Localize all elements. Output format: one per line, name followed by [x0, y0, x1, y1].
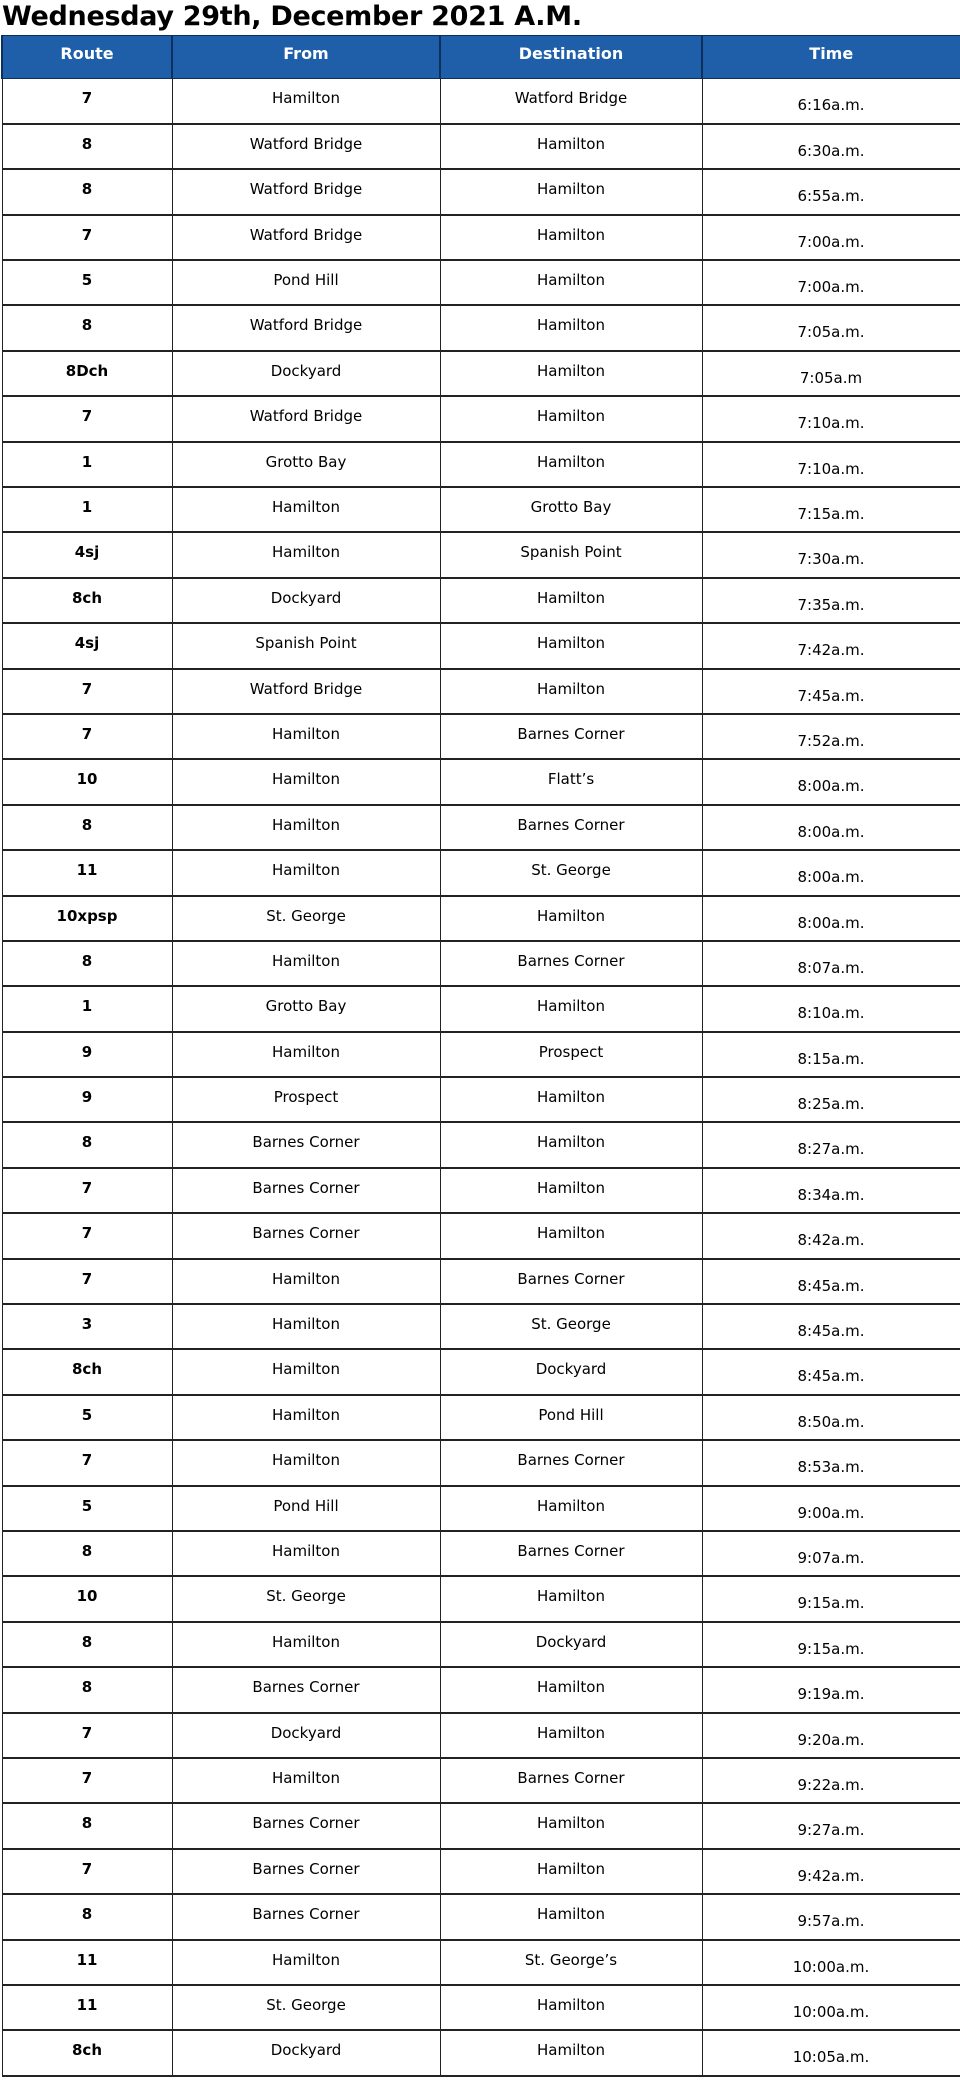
cell-from: Watford Bridge — [172, 669, 440, 714]
cell-destination: Hamilton — [440, 1849, 702, 1894]
cell-route: 8ch — [2, 2030, 172, 2075]
table-row — [2, 1349, 960, 1394]
cell-from: Hamilton — [172, 850, 440, 895]
cell-route: 8 — [2, 1122, 172, 1167]
cell-time: 8:00a.m. — [702, 850, 960, 895]
table-row — [2, 941, 960, 986]
cell-time: 9:42a.m. — [702, 1849, 960, 1894]
cell-route: 10 — [2, 759, 172, 804]
cell-route: 8Dch — [2, 351, 172, 396]
cell-destination: Hamilton — [440, 396, 702, 441]
table-row — [2, 986, 960, 1031]
cell-route: 7 — [2, 1849, 172, 1894]
cell-destination: Barnes Corner — [440, 805, 702, 850]
table-row — [2, 623, 960, 668]
cell-time: 7:10a.m. — [702, 396, 960, 441]
cell-from: Pond Hill — [172, 260, 440, 305]
cell-time: 9:20a.m. — [702, 1713, 960, 1758]
cell-time: 9:57a.m. — [702, 1894, 960, 1939]
cell-destination: Hamilton — [440, 1486, 702, 1531]
cell-route: 8 — [2, 169, 172, 214]
cell-destination: Hamilton — [440, 1077, 702, 1122]
cell-destination: Grotto Bay — [440, 487, 702, 532]
cell-route: 8 — [2, 124, 172, 169]
table-row — [2, 396, 960, 441]
cell-route: 8ch — [2, 578, 172, 623]
table-row — [2, 1940, 960, 1985]
table-row — [2, 1667, 960, 1712]
cell-time: 7:15a.m. — [702, 487, 960, 532]
cell-time: 7:00a.m. — [702, 260, 960, 305]
cell-destination: Hamilton — [440, 1576, 702, 1621]
cell-from: Hamilton — [172, 759, 440, 804]
cell-route: 10xpsp — [2, 896, 172, 941]
cell-from: Barnes Corner — [172, 1667, 440, 1712]
table-row — [2, 1531, 960, 1576]
table-row — [2, 1849, 960, 1894]
cell-destination: Watford Bridge — [440, 79, 702, 124]
table-row — [2, 442, 960, 487]
cell-time: 7:42a.m. — [702, 623, 960, 668]
table-row — [2, 669, 960, 714]
cell-time: 7:30a.m. — [702, 532, 960, 577]
cell-route: 10 — [2, 1576, 172, 1621]
bus-schedule-table — [1, 35, 960, 2077]
table-row — [2, 1758, 960, 1803]
cell-time: 7:05a.m. — [702, 305, 960, 350]
cell-time: 10:00a.m. — [702, 1940, 960, 1985]
cell-from: Hamilton — [172, 1395, 440, 1440]
cell-from: Hamilton — [172, 1440, 440, 1485]
cell-destination: Hamilton — [440, 1122, 702, 1167]
cell-destination: Hamilton — [440, 896, 702, 941]
cell-from: Barnes Corner — [172, 1213, 440, 1258]
cell-time: 9:22a.m. — [702, 1758, 960, 1803]
cell-time: 7:10a.m. — [702, 442, 960, 487]
cell-from: St. George — [172, 896, 440, 941]
cell-destination: Hamilton — [440, 669, 702, 714]
table-row — [2, 578, 960, 623]
table-row — [2, 1622, 960, 1667]
column-header-destination: Destination — [440, 36, 702, 79]
table-row — [2, 1894, 960, 1939]
cell-destination: Hamilton — [440, 578, 702, 623]
cell-destination: Hamilton — [440, 351, 702, 396]
table-row — [2, 487, 960, 532]
cell-destination: Hamilton — [440, 1894, 702, 1939]
cell-from: Hamilton — [172, 714, 440, 759]
table-row — [2, 1440, 960, 1485]
cell-time: 7:45a.m. — [702, 669, 960, 714]
cell-route: 8 — [2, 805, 172, 850]
column-header-route: Route — [2, 36, 172, 79]
cell-time: 9:19a.m. — [702, 1667, 960, 1712]
table-row — [2, 2030, 960, 2075]
cell-time: 8:27a.m. — [702, 1122, 960, 1167]
cell-from: Hamilton — [172, 487, 440, 532]
table-row — [2, 850, 960, 895]
cell-time: 8:45a.m. — [702, 1259, 960, 1304]
cell-destination: Barnes Corner — [440, 1758, 702, 1803]
cell-from: Hamilton — [172, 1758, 440, 1803]
cell-from: Barnes Corner — [172, 1122, 440, 1167]
cell-time: 8:15a.m. — [702, 1032, 960, 1077]
cell-route: 7 — [2, 1713, 172, 1758]
cell-route: 7 — [2, 215, 172, 260]
cell-route: 11 — [2, 850, 172, 895]
table-row — [2, 1304, 960, 1349]
cell-from: Hamilton — [172, 1304, 440, 1349]
cell-destination: Hamilton — [440, 305, 702, 350]
cell-from: Watford Bridge — [172, 215, 440, 260]
cell-destination: St. George — [440, 850, 702, 895]
cell-time: 9:07a.m. — [702, 1531, 960, 1576]
cell-destination: St. George — [440, 1304, 702, 1349]
cell-route: 1 — [2, 487, 172, 532]
cell-from: Hamilton — [172, 805, 440, 850]
cell-from: Spanish Point — [172, 623, 440, 668]
cell-from: Watford Bridge — [172, 305, 440, 350]
cell-time: 9:27a.m. — [702, 1803, 960, 1848]
cell-time: 8:53a.m. — [702, 1440, 960, 1485]
cell-from: Hamilton — [172, 1622, 440, 1667]
table-row — [2, 759, 960, 804]
cell-time: 10:05a.m. — [702, 2030, 960, 2075]
cell-time: 10:00a.m. — [702, 1985, 960, 2030]
cell-from: Dockyard — [172, 351, 440, 396]
cell-route: 11 — [2, 1985, 172, 2030]
table-row — [2, 1486, 960, 1531]
cell-destination: Hamilton — [440, 1168, 702, 1213]
table-row — [2, 169, 960, 214]
cell-route: 11 — [2, 1940, 172, 1985]
cell-route: 1 — [2, 442, 172, 487]
cell-route: 7 — [2, 1440, 172, 1485]
table-row — [2, 1032, 960, 1077]
cell-from: Grotto Bay — [172, 986, 440, 1031]
cell-destination: Hamilton — [440, 623, 702, 668]
cell-time: 9:15a.m. — [702, 1576, 960, 1621]
table-row — [2, 1077, 960, 1122]
cell-route: 5 — [2, 260, 172, 305]
cell-time: 9:15a.m. — [702, 1622, 960, 1667]
cell-destination: St. George’s — [440, 1940, 702, 1985]
cell-from: Prospect — [172, 1077, 440, 1122]
cell-from: Dockyard — [172, 1713, 440, 1758]
cell-from: Barnes Corner — [172, 1849, 440, 1894]
table-row — [2, 1576, 960, 1621]
cell-route: 1 — [2, 986, 172, 1031]
table-row — [2, 1395, 960, 1440]
cell-route: 5 — [2, 1395, 172, 1440]
cell-route: 4sj — [2, 623, 172, 668]
cell-from: St. George — [172, 1576, 440, 1621]
cell-from: Barnes Corner — [172, 1894, 440, 1939]
cell-destination: Barnes Corner — [440, 714, 702, 759]
cell-destination: Flatt’s — [440, 759, 702, 804]
cell-route: 8ch — [2, 1349, 172, 1394]
cell-destination: Hamilton — [440, 260, 702, 305]
table-row — [2, 1803, 960, 1848]
cell-time: 8:00a.m. — [702, 759, 960, 804]
page-title: Wednesday 29th, December 2021 A.M. — [2, 1, 582, 32]
cell-destination: Barnes Corner — [440, 1531, 702, 1576]
cell-route: 5 — [2, 1486, 172, 1531]
cell-route: 3 — [2, 1304, 172, 1349]
cell-from: Hamilton — [172, 532, 440, 577]
cell-route: 7 — [2, 714, 172, 759]
cell-destination: Hamilton — [440, 1667, 702, 1712]
cell-route: 8 — [2, 305, 172, 350]
cell-destination: Pond Hill — [440, 1395, 702, 1440]
table-row — [2, 532, 960, 577]
cell-destination: Dockyard — [440, 1349, 702, 1394]
cell-route: 8 — [2, 1622, 172, 1667]
cell-route: 7 — [2, 396, 172, 441]
cell-destination: Hamilton — [440, 442, 702, 487]
cell-time: 8:00a.m. — [702, 805, 960, 850]
table-row — [2, 1122, 960, 1167]
table-header-row — [2, 36, 960, 79]
table-row — [2, 79, 960, 124]
cell-time: 8:10a.m. — [702, 986, 960, 1031]
table-row — [2, 260, 960, 305]
cell-destination: Hamilton — [440, 169, 702, 214]
cell-time: 6:55a.m. — [702, 169, 960, 214]
table-row — [2, 896, 960, 941]
cell-route: 8 — [2, 1894, 172, 1939]
cell-time: 9:00a.m. — [702, 1486, 960, 1531]
cell-time: 8:45a.m. — [702, 1304, 960, 1349]
table-row — [2, 805, 960, 850]
cell-destination: Barnes Corner — [440, 1259, 702, 1304]
table-row — [2, 124, 960, 169]
cell-from: Grotto Bay — [172, 442, 440, 487]
cell-destination: Prospect — [440, 1032, 702, 1077]
table-row — [2, 1985, 960, 2030]
cell-time: 7:52a.m. — [702, 714, 960, 759]
cell-destination: Hamilton — [440, 1803, 702, 1848]
cell-destination: Dockyard — [440, 1622, 702, 1667]
cell-route: 7 — [2, 1758, 172, 1803]
cell-from: Hamilton — [172, 79, 440, 124]
cell-time: 8:34a.m. — [702, 1168, 960, 1213]
cell-route: 8 — [2, 1531, 172, 1576]
cell-route: 8 — [2, 1667, 172, 1712]
cell-from: Watford Bridge — [172, 396, 440, 441]
cell-route: 7 — [2, 669, 172, 714]
cell-from: Watford Bridge — [172, 124, 440, 169]
table-row — [2, 1168, 960, 1213]
cell-from: Hamilton — [172, 1032, 440, 1077]
cell-from: Dockyard — [172, 2030, 440, 2075]
cell-from: Hamilton — [172, 1940, 440, 1985]
cell-time: 8:42a.m. — [702, 1213, 960, 1258]
cell-time: 7:05a.m — [702, 351, 960, 396]
cell-from: St. George — [172, 1985, 440, 2030]
cell-route: 8 — [2, 1803, 172, 1848]
table-row — [2, 1213, 960, 1258]
cell-route: 7 — [2, 79, 172, 124]
cell-from: Hamilton — [172, 941, 440, 986]
cell-from: Hamilton — [172, 1531, 440, 1576]
cell-from: Dockyard — [172, 578, 440, 623]
column-header-from: From — [172, 36, 440, 79]
table-row — [2, 1259, 960, 1304]
cell-time: 6:30a.m. — [702, 124, 960, 169]
cell-destination: Hamilton — [440, 1213, 702, 1258]
cell-time: 7:00a.m. — [702, 215, 960, 260]
cell-destination: Hamilton — [440, 2030, 702, 2075]
table-row — [2, 1713, 960, 1758]
cell-from: Hamilton — [172, 1349, 440, 1394]
cell-destination: Hamilton — [440, 215, 702, 260]
cell-from: Hamilton — [172, 1259, 440, 1304]
cell-route: 9 — [2, 1077, 172, 1122]
cell-destination: Hamilton — [440, 986, 702, 1031]
cell-from: Pond Hill — [172, 1486, 440, 1531]
cell-route: 9 — [2, 1032, 172, 1077]
cell-time: 8:50a.m. — [702, 1395, 960, 1440]
cell-destination: Barnes Corner — [440, 1440, 702, 1485]
cell-time: 7:35a.m. — [702, 578, 960, 623]
cell-from: Watford Bridge — [172, 169, 440, 214]
cell-route: 7 — [2, 1213, 172, 1258]
cell-destination: Hamilton — [440, 1713, 702, 1758]
table-row — [2, 215, 960, 260]
cell-destination: Hamilton — [440, 124, 702, 169]
cell-route: 7 — [2, 1168, 172, 1213]
table-row — [2, 305, 960, 350]
cell-destination: Hamilton — [440, 1985, 702, 2030]
table-row — [2, 351, 960, 396]
cell-time: 8:25a.m. — [702, 1077, 960, 1122]
cell-from: Barnes Corner — [172, 1168, 440, 1213]
table-row — [2, 714, 960, 759]
cell-route: 8 — [2, 941, 172, 986]
cell-destination: Spanish Point — [440, 532, 702, 577]
cell-time: 8:00a.m. — [702, 896, 960, 941]
column-header-time: Time — [702, 36, 960, 79]
cell-route: 4sj — [2, 532, 172, 577]
cell-time: 8:07a.m. — [702, 941, 960, 986]
cell-time: 8:45a.m. — [702, 1349, 960, 1394]
cell-from: Barnes Corner — [172, 1803, 440, 1848]
cell-destination: Barnes Corner — [440, 941, 702, 986]
cell-time: 6:16a.m. — [702, 79, 960, 124]
cell-route: 7 — [2, 1259, 172, 1304]
